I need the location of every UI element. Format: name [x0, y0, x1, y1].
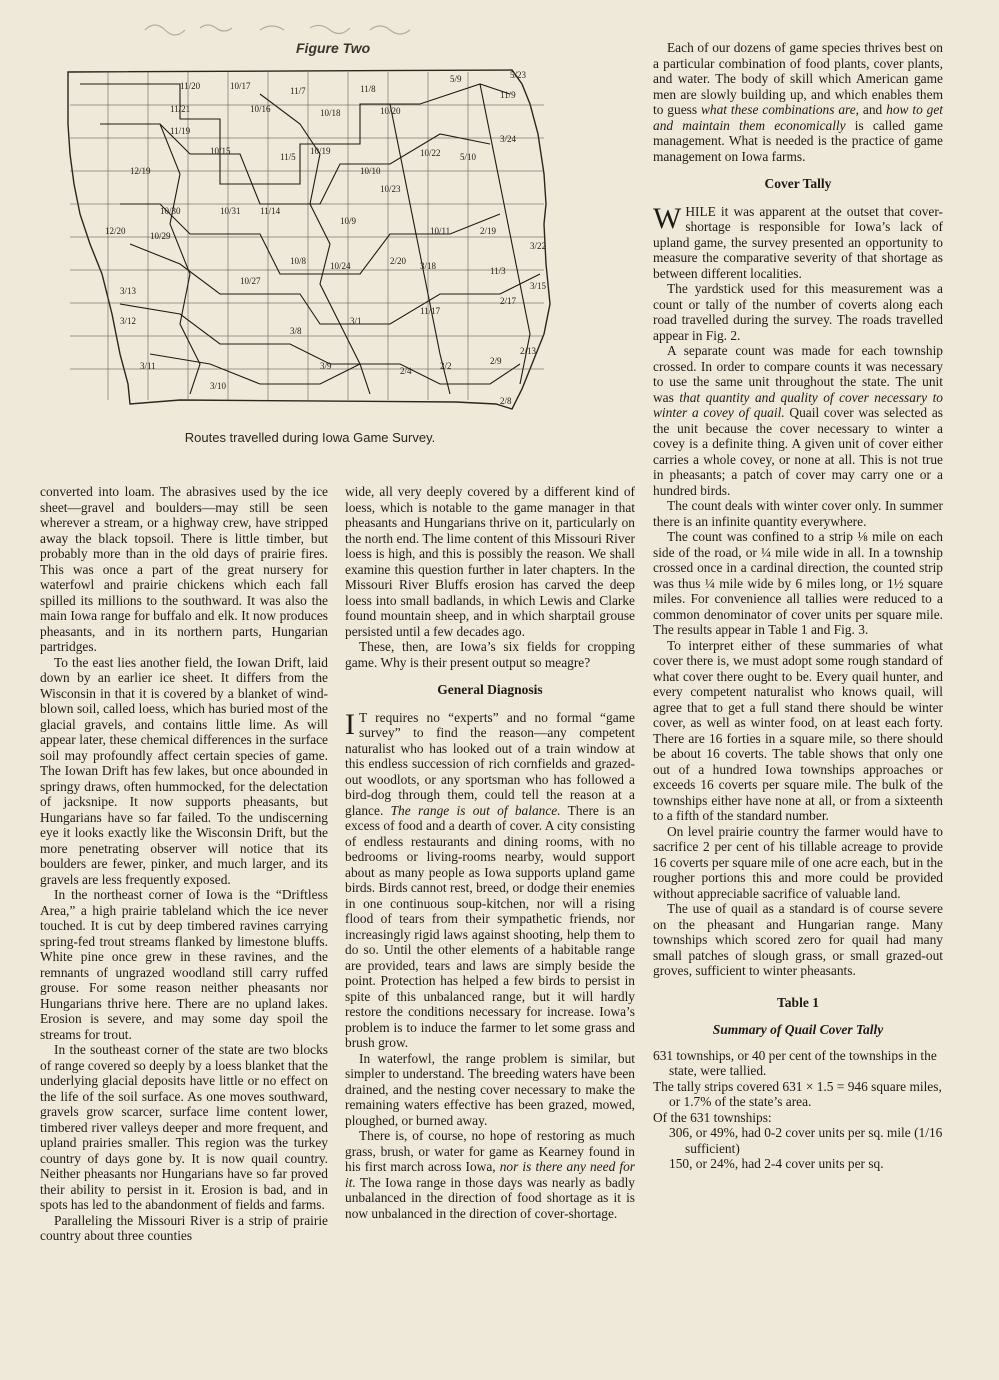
- route-date-label: 3/9: [320, 361, 332, 371]
- text-run: T requires no “experts” and no formal “game survey” to find the reason—any competent naturalist who has looked out of a train window at this endless succession of rich cornfields and grazed-out woodlots, or any sportsman who has followed a bird-dog through them, could tell the reason at a glance.: [345, 709, 635, 818]
- route-date-label: 11/14: [260, 206, 281, 216]
- route-date-label: 11/7: [290, 86, 306, 96]
- route-date-label: 10/9: [340, 216, 357, 226]
- route-date-label: 10/15: [210, 146, 231, 156]
- route-date-label: 5/10: [460, 152, 477, 162]
- col2-paragraph-waterfowl: In waterfowl, the range problem is similar, but simpler to understand. The breeding waters have been drained, and the nesting cover necessary to make the remaining waters effective has been grazed, mowed, ploughed, or burned away.: [345, 1050, 635, 1128]
- route-date-label: 3/18: [420, 261, 437, 271]
- col3-paragraph-use: The use of quail as a standard is of course severe on the pheasant and Hungarian range. Many townships which scored zero for quail had many small patches of slough grass, or small grazed-out groves, sufficient to winter pheasants.: [653, 901, 943, 978]
- state-outline: [68, 70, 550, 409]
- county-grid: [70, 72, 547, 400]
- route-date-label: 12/19: [130, 166, 151, 176]
- col2-paragraph-last: [345, 1128, 635, 1221]
- route-date-label: 10/20: [380, 106, 401, 116]
- col3-paragraph-separate: [653, 343, 943, 498]
- route-date-label: 2/19: [480, 226, 497, 236]
- col3-paragraph-1: [653, 40, 943, 164]
- col3-paragraph-winter: The count deals with winter cover only. In summer there is an infinite quantity everywhere.: [653, 498, 943, 529]
- text-run: A separate count was made for each township crossed. In order to compare counts it was necessary to use the same unit throughout the state. The unit was: [653, 343, 943, 405]
- route-date-label: 3/1: [350, 316, 362, 326]
- table-subtitle: Summary of Quail Cover Tally: [712, 1022, 884, 1037]
- text-run: There is, of course, no hope of restoring as much grass, brush, or water for game as Kearney found in his first march across Iowa,: [345, 1128, 635, 1174]
- route-line: [160, 124, 200, 394]
- dropcap-letter: I: [345, 707, 355, 741]
- text-run: The Iowa range in those days was nearly as badly unbalanced in the direction of food shortage as it is now unbalanced in the direction of cover-shortage.: [345, 1174, 635, 1221]
- route-line: [120, 304, 520, 384]
- route-date-label: 3/11: [140, 361, 156, 371]
- column-3: [653, 40, 943, 1172]
- dropcap-letter: W: [653, 201, 682, 235]
- route-date-label: 10/24: [330, 261, 351, 271]
- table-line: Of the 631 townships:: [653, 1109, 772, 1125]
- italic-text: what these combinations are,: [700, 102, 860, 117]
- route-date-label: 3/10: [210, 381, 227, 391]
- col2-paragraph-2: These, then, are Iowa’s six fields for cropping game. Why is their present output so meagre?: [345, 639, 635, 670]
- route-date-label: 10/8: [290, 256, 307, 266]
- handwritten-note: [140, 18, 440, 38]
- route-date-label: 2/13: [520, 346, 537, 356]
- route-date-label: 2/4: [400, 366, 412, 376]
- route-date-label: 3/15: [530, 281, 547, 291]
- column-2: [345, 484, 635, 1221]
- col1-paragraph-1: converted into loam. The abrasives used by the ice sheet—gravel and boulders—may still be seen wherever a stream, or a highway crew, have stripped away the black topsoil. There is little timber, but probably more than in the old days of prairie fires. This was once a part of the great nursery for waterfowl and prairie chickens which each fall spilled its millions to the southward. It was also the main Iowa range for buffalo and elk. It now produces pheasants, and in its northern parts, Hungarian partridges.: [40, 484, 328, 654]
- route-date-label: 5/23: [510, 70, 527, 80]
- col3-paragraph-interpret: To interpret either of these summaries of what cover there is, we must adopt some rough standard of what cover there ought to be. Every quail hunter, and every competent naturalist who knows quail, will agree that to get a full stand there should be winter cover, as well as winter food, on at least each forty. There are 16 forties in a square mile, so there should be about 16 coverts. The table shows that only one out of a hundred Iowa townships approaches or exceeds 16 coverts per square mile. The bulk of the townships either have none at all, or from a sixteenth to a fifth of the standard number.: [653, 637, 943, 823]
- route-line: [130, 244, 540, 324]
- route-line: [100, 124, 490, 204]
- route-date-label: 3/24: [500, 134, 517, 144]
- route-date-label: 11/3: [490, 266, 506, 276]
- iowa-route-map: [60, 64, 560, 424]
- table-line: 306, or 49%, had 0-2 cover units per sq. mile (1/16 sufficient): [669, 1125, 943, 1156]
- route-date-label: 10/19: [310, 146, 331, 156]
- column-1: [40, 484, 328, 1244]
- route-date-label: 2/20: [390, 256, 407, 266]
- route-date-label: 3/8: [290, 326, 302, 336]
- route-date-label: 3/13: [120, 286, 137, 296]
- route-date-label: 11/9: [500, 90, 516, 100]
- col1-paragraph-2: To the east lies another field, the Iowan Drift, laid down by an earlier ice sheet. It differs from the Wisconsin in that it is covered by a blanket of wind-blown soil, called loess, which has buried most of the glacial gravels, and contains little lime. As will appear later, these chemical differences in the surface soil may profoundly affect certain species of game. The Iowan Drift has few lakes, but once abounded in springy draws, often hummocked, for the delectation of jacksnipe. It now supports pheasants, but Hungarians have so far failed. To the undiscerning eye it looks exactly like the Wisconsin Drift, but the more penetrating observer will notice that its boulders are fewer, pinker, and much larger, and its gravels are less frequently exposed.: [40, 654, 328, 887]
- col3-paragraph-yardstick: The yardstick used for this measurement was a count or tally of the number of coverts along each road travelled during the survey. The roads travelled appear in Fig. 2.: [653, 281, 943, 343]
- route-date-label: 10/17: [230, 81, 251, 91]
- italic-text: that quantity and quality of cover necessary to winter a covey of quail.: [653, 389, 943, 420]
- figure-title: Figure Two: [296, 40, 371, 56]
- col3-paragraph-level: On level prairie country the farmer would have to sacrifice 2 per cent of his tillable acreage to provide 16 coverts per square mile of one acre each, but in the rougher portions this and more could be provided without appreciable sacrifice of valuable land.: [653, 823, 943, 901]
- table-title: Table 1: [777, 994, 819, 1010]
- col1-paragraph-3: In the northeast corner of Iowa is the “Driftless Area,” a high prairie tableland which the ice never touched. It is cut by deep timbered ravines carrying spring-fed trout streams flanked by limestone bluffs. White pine once grew in these ravines, and the remnants of ungrazed woodland still carry ruffed grouse. For some reason neither pheasants nor Hungarians thrive here. There are no upland lakes. Erosion is severe, and may some day spoil the streams for trout.: [40, 887, 328, 1042]
- text-run: HILE it was apparent at the outset that cover-shortage is responsible for Iowa’s lack of upland game, the survey presented an opportunity to measure the comparative severity of that shortage as between different localities.: [653, 203, 943, 281]
- col3-paragraph-strip: The count was confined to a strip ⅛ mile on each side of the road, or ¼ mile wide in all. In a township crossed once in a cardinal direction, the counted strip was thus ¼ mile wide by 6 miles long, or 1½ square miles. For convenience all tallies were reduced to a common denominator of cover units per square mile. The results appear in Table 1 and Fig. 3.: [653, 529, 943, 637]
- route-date-label: 3/12: [120, 316, 137, 326]
- route-date-label: 10/16: [250, 104, 271, 114]
- table-line: 631 townships, or 40 per cent of the townships in the state, were tallied.: [653, 1047, 937, 1078]
- route-date-label: 2/17: [500, 296, 517, 306]
- route-line: [260, 94, 370, 394]
- route-date-label: 10/30: [160, 206, 181, 216]
- map-svg: [60, 64, 560, 424]
- survey-routes: [80, 84, 540, 394]
- route-date-label: 3/22: [530, 241, 547, 251]
- text-run: There is an excess of food and a dearth of cover. A city consisting of endless restaurants and dining rooms, with no bedrooms or living-rooms nearby, would support about as many people as Iowa supports upland game birds. Birds cannot rest, breed, or dodge their enemies in one continuous soup-kitchen, nor will a rising flood of tears from their sympathetic friends, nor increasingly rigid laws against shooting, help them to do so. Until the other elements of a habitable range are provided, tears and laws are simply beside the point. Protection has helped a few birds to persist in spite of this unbalanced range, but it will hardly restore the conditions necessary for increase. Iowa’s problem is to induce the farmer to let some grass and brush grow.: [345, 802, 636, 1050]
- text-run: is called game management. What is needed is the practice of game management on Iowa farms.: [653, 117, 943, 164]
- route-date-label: 11/21: [170, 104, 191, 114]
- figure-caption: Routes travelled during Iowa Game Survey.: [184, 430, 436, 445]
- table-line: 150, or 24%, had 2-4 cover units per sq.: [669, 1156, 884, 1171]
- route-date-label: 11/20: [180, 81, 201, 91]
- text-run: and: [859, 102, 887, 117]
- route-date-label: 11/17: [420, 306, 441, 316]
- route-date-label: 10/29: [150, 231, 171, 241]
- table-line: The tally strips covered 631 × 1.5 = 946 square miles, or 1.7% of the state’s area.: [653, 1078, 942, 1109]
- route-date-label: 10/31: [220, 206, 241, 216]
- route-date-label: 10/11: [430, 226, 451, 236]
- col2-paragraph-1: wide, all very deeply covered by a different kind of loess, which is notable to the game manager in that pheasants and Hungarians thrive on it, particularly on the north end. The lime content of this Missouri River loess is high, and this is possibly the reason. We shall examine this question further in later chapters. In the Missouri River Bluffs erosion has carved the deep loess into small badlands, in which Lewis and Clarke found mountain sheep, and in which sharptail grouse persisted until a few decades ago.: [345, 484, 635, 639]
- col1-paragraph-5: Paralleling the Missouri River is a strip of prairie country about three counties: [40, 1212, 328, 1243]
- route-date-label: 10/22: [420, 148, 441, 158]
- route-date-label: 11/5: [280, 152, 296, 162]
- route-date-labels: [105, 70, 547, 406]
- italic-text: The range is out of balance.: [390, 802, 561, 818]
- route-date-label: 10/18: [320, 108, 341, 118]
- col1-paragraph-4: In the southeast corner of the state are two blocks of range covered so deeply by a loess blanket that the underlying glacial deposits have little or no effect on the life of the soil surface. As one moves southward, gravels grow scarcer, surface lime content lower, timbered river valleys deeper and more frequent, and upland prairies smaller. This region was the turkey country of days gone by. It is now quail country. Neither pheasants nor Hungarians have so far proved their ability to persist in it. Erosion is bad, and in spots has led to the abandonment of fields and farms.: [40, 1042, 328, 1212]
- route-date-label: 12/20: [105, 226, 126, 236]
- italic-text: nor is there any need for it.: [345, 1159, 635, 1190]
- text-run: Quail cover was selected as the unit because the cover necessary to winter a covey is a definite thing. A given unit of cover either carries a whole covey, or none at all. This is not true in pheasants; a patch of cover may carry one or a hundred birds.: [653, 405, 943, 498]
- route-date-label: 11/8: [360, 84, 376, 94]
- route-date-label: 2/9: [490, 356, 502, 366]
- text-run: Each of our dozens of game species thrives best on a particular combination of food plants, cover plants, and water. The body of skill which American game men are slowly building up, and which enables them to guess: [653, 40, 943, 117]
- col3-dropcap-paragraph: [653, 201, 943, 282]
- route-date-label: 10/27: [240, 276, 261, 286]
- route-date-label: 2/2: [440, 361, 452, 371]
- route-date-label: 11/19: [170, 126, 191, 136]
- route-date-label: 2/8: [500, 396, 512, 406]
- col2-dropcap-paragraph: [345, 707, 636, 1051]
- section-heading-general-diagnosis: General Diagnosis: [437, 682, 543, 697]
- route-date-label: 10/10: [360, 166, 381, 176]
- route-date-label: 10/23: [380, 184, 401, 194]
- section-heading-cover-tally: Cover Tally: [764, 176, 832, 191]
- route-date-label: 5/9: [450, 74, 462, 84]
- italic-text: how to get and maintain them economically: [653, 102, 944, 133]
